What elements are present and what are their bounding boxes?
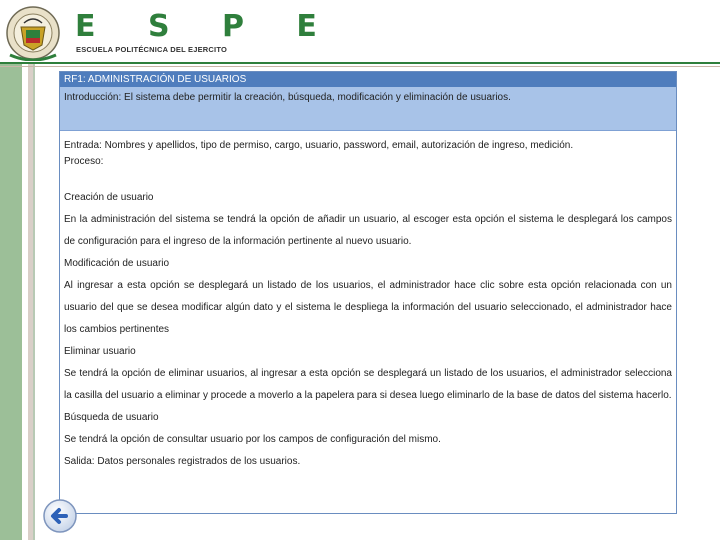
entrada-text: Entrada: Nombres y apellidos, tipo de permiso, cargo, usuario, password, email, autorización de ingreso, medición. xyxy=(64,140,574,151)
section-heading-busqueda: Búsqueda de usuario xyxy=(64,412,159,423)
sidebar-stripe-green xyxy=(0,62,22,540)
section-heading-modificacion: Modificación de usuario xyxy=(64,258,170,269)
section-body-modificacion: Al ingresar a esta opción se desplegará un listado de los usuarios, el administrador hace clic sobre esta opción relacionada con un usuario del que se desea modificar algún dato y el sistema le despliega la información del usuario seleccionado, el administrador hace los cambios pertinentes xyxy=(64,280,672,335)
introduction-text: Introducción: El sistema debe permitir la creación, búsqueda, modificación y eliminación de usuarios. xyxy=(60,87,676,131)
section-body-creacion: En la administración del sistema se tendrá la opción de añadir un usuario, al escoger esta opción el sistema le desplegará los campos de configuración para el ingreso de la información pertinente al nuevo usuario. xyxy=(64,214,672,247)
section-body-busqueda: Se tendrá la opción de consultar usuario por los campos de configuración del mismo. xyxy=(64,434,441,445)
section-heading-eliminar: Eliminar usuario xyxy=(64,346,136,357)
requirement-panel xyxy=(59,71,677,514)
espe-seal-icon xyxy=(4,5,62,61)
salida-text: Salida: Datos personales registrados de los usuarios. xyxy=(64,456,301,467)
brand-name: E S P E xyxy=(75,9,338,44)
section-heading-creacion: Creación de usuario xyxy=(64,192,154,203)
panel-content xyxy=(60,131,676,473)
proceso-label: Proceso: xyxy=(64,156,104,167)
sidebar-stripe-thin xyxy=(33,62,35,540)
header-rule xyxy=(0,62,720,64)
back-arrow-icon[interactable] xyxy=(42,498,78,534)
brand-subtitle: ESCUELA POLITÉCNICA DEL EJERCITO xyxy=(76,45,228,54)
spacer xyxy=(64,170,672,187)
header-rule-secondary xyxy=(0,66,720,67)
section-body-eliminar: Se tendrá la opción de eliminar usuarios, al ingresar a esta opción se desplegará un listado de los usuarios, el administrador selecciona la casilla del usuario a eliminar y procede a moverlo a la papelera para si desea luego eliminarlo de la base de datos del sistema hacerlo. xyxy=(64,368,672,401)
panel-title: RF1: ADMINISTRACIÓN DE USUARIOS xyxy=(60,72,676,87)
